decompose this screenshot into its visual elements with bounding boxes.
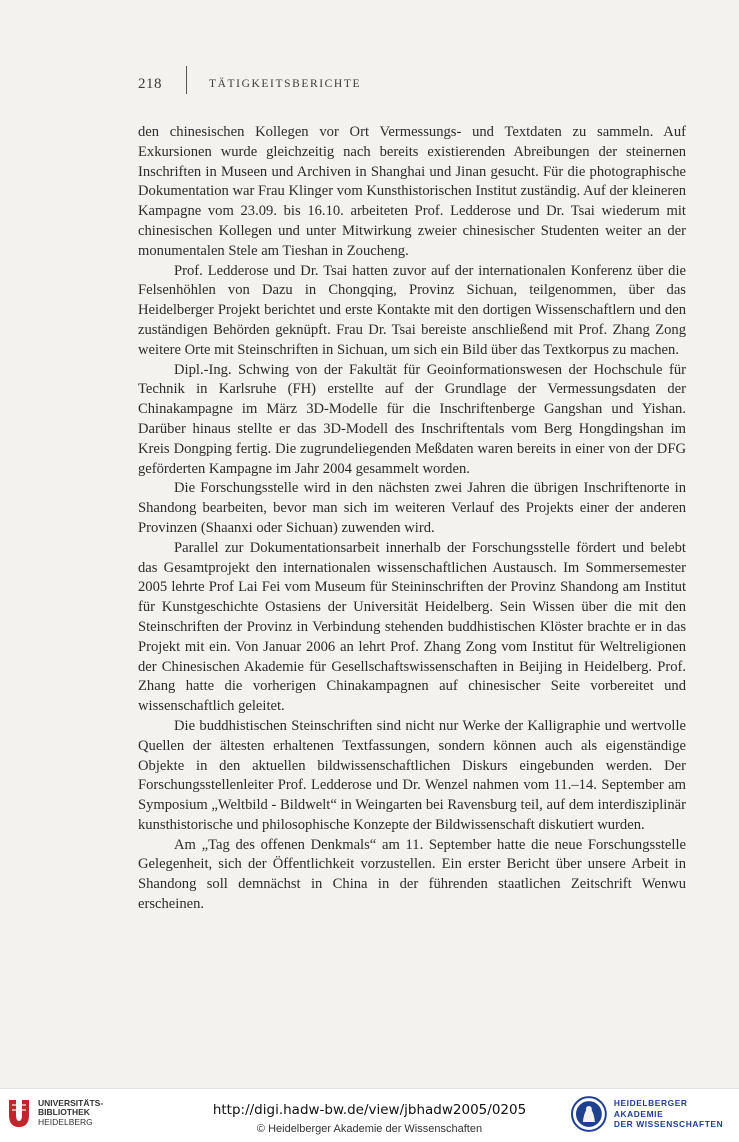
- running-header: [138, 74, 598, 94]
- body-text: [138, 123, 686, 915]
- copyright-notice: © Heidelberger Akademie der Wissenschaften: [256, 1123, 483, 1135]
- hadw-logo-text: HEIDELBERGER AKADEMIE DER WISSENSCHAFTEN: [613, 1098, 724, 1130]
- paragraph: Parallel zur Dokumentationsarbeit innerhalb der Forschungsstelle fördert und belebt das Gesamtprojekt den internationalen wissenschaftlichen Austausch. Im Sommersemester 2005 lehrte Prof Lai Fei vom Museum für Steininschriften der Provinz Shandong am Institut für Kunstgeschichte Ostasiens der Universität Heidelberg. Sein Wissen über die mit den Steinschriften der Provinz in Verbindung stehenden buddhistischen Klöster brachte er in das Projekt mit ein. Von Januar 2006 an lehrt Prof. Zhang Zong vom Institut für Weltreligionen der Chinesischen Akademie für Gesellschaftswissenschaften in Beijing in Heidelberg. Prof. Zhang hatte die vorherigen Chinakampagnen auf chinesischer Seite vorbereitet und wissenschaftlich geleitet.: [138, 539, 686, 715]
- header-divider: [186, 66, 187, 94]
- paragraph: Am „Tag des offenen Denkmals“ am 11. September hatte die neue Forschungsstelle Gelegenheit, sich der Öffentlichkeit vorzustellen. Ein erster Bericht über unsere Arbeit in Shandong soll demnächst in China in der führenden staatlichen Zeitschrift Wenwu erscheinen.: [138, 836, 686, 913]
- viewer-footer: [0, 1088, 739, 1142]
- paragraph: Die buddhistischen Steinschriften sind nicht nur Werke der Kalligraphie und wertvolle Quellen der ältesten erhaltenen Textfassungen, sondern können auch als eigenständige Objekte in den aktuellen bildwissenschaftlichen Diskurs eingebunden werden. Der Forschungsstellenleiter Prof. Ledderose und Dr. Wenzel nahmen vom 11.–14. September am Symposium „Weltbild - Bildwelt“ in Weingarten bei Ravensburg teil, auf dem interdisziplinär kunsthistorische und philosophische Konzepte der Bildwissenschaft diskutiert wurden.: [138, 717, 686, 833]
- paragraph: Prof. Ledderose und Dr. Tsai hatten zuvor auf der internationalen Konferenz über die Felsenhöhlen von Dazu in Chongqing, Provinz Sichuan, teilgenommen, über das Heidelberger Projekt berichtet und erste Kontakte mit den dortigen Wissenschaftlern und den zuständigen Behörden geknüpft. Frau Dr. Tsai bereiste anschließend mit Prof. Zhang Zong weitere Orte mit Steinschriften in Sichuan, um sich ein Bild über das Textkorpus zu machen.: [138, 262, 686, 358]
- paragraph: Dipl.-Ing. Schwing von der Fakultät für Geoinformationswesen der Hochschule für Technik in Karlsruhe (FH) erstellte auf der Grundlage der Vermessungsdaten der Chinakampagne im März 3D-Modelle für die Inschriftenberge Gangshan und Yishan. Darüber hinaus stellte er das 3D-Modell des Inschriftentals vom Berg Hongdingshan im Kreis Dongping fertig. Die zugrundeliegenden Meßdaten waren bereits in einer von der DFG geförderten Kampagne im Jahr 2004 gesammelt worden.: [138, 361, 686, 477]
- hadw-seal-icon: [570, 1095, 608, 1133]
- hadw-logo[interactable]: [570, 1095, 739, 1133]
- running-title: TÄTIGKEITSBERICHTE: [209, 78, 362, 90]
- ub-logo-text: UNIVERSITÄTS- BIBLIOTHEK HEIDELBERG: [38, 1097, 104, 1127]
- page-number: 218: [138, 75, 162, 92]
- page-url-link[interactable]: http://digi.hadw-bw.de/view/jbhadw2005/0205: [212, 1102, 527, 1118]
- paragraph: den chinesischen Kollegen vor Ort Vermessungs- und Textdaten zu sammeln. Auf Exkursionen wurde gleichzeitig nach bereits existierenden Abreibungen der steinernen Inschriften in Museen und Archiven in Shanghai und Jinan gesucht. Für die photographische Dokumentation war Frau Klinger vom Kunsthistorischen Institut zuständig. Auf der kleineren Kampagne vom 23.09. bis 16.10. arbeiteten Prof. Ledderose und Dr. Tsai wiederum mit chinesischen Kollegen und unter Mitwirkung zweier chinesischer Studenten weiter an der monumentalen Stele am Tieshan in Zoucheng.: [138, 124, 686, 259]
- paragraph: Die Forschungsstelle wird in den nächsten zwei Jahren die übrigen Inschriftenorte in Shandong bearbeiten, bevor man sich im weiteren Verlauf des Projekts einer der anderen Provinzen (Shaanxi oder Sichuan) zuwenden wird.: [138, 480, 686, 536]
